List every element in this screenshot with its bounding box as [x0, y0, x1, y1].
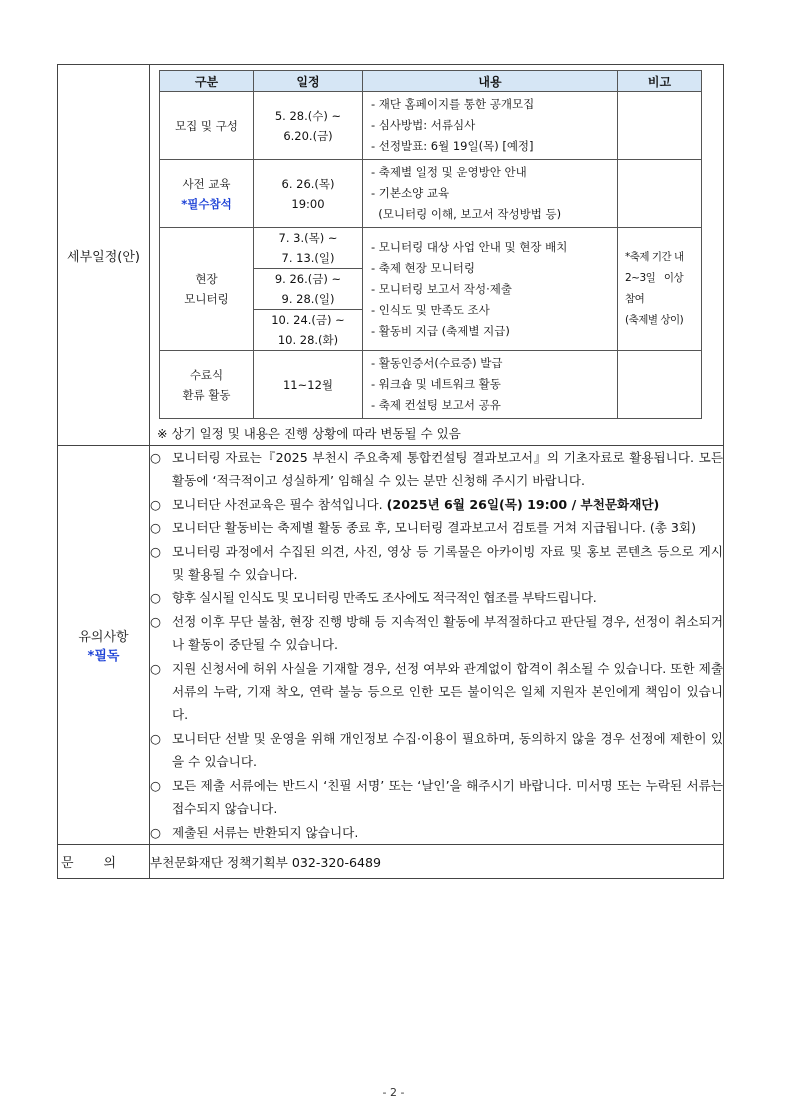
schedule-section [58, 65, 724, 446]
note-item: ○ 향후 실시될 인식도 및 모니터링 만족도 조사에도 적극적인 협조를 부탁드립니다. [150, 586, 723, 609]
row-category: 사전 교육 *필수참석 [160, 160, 254, 228]
schedule-cell [150, 65, 724, 446]
required-badge: *필수참석 [181, 196, 232, 211]
row-content: - 모니터링 대상 사업 안내 및 현장 배치 - 축제 현장 모니터링 - 모니터링 보고서 작성·제출 - 인식도 및 만족도 조사 - 활동비 지급 (축제별 지급) [363, 228, 618, 351]
note-item: ○ 모든 제출 서류에는 반드시 ‘친필 서명’ 또는 ‘날인’을 해주시기 바랍니다. 미서명 또는 누락된 서류는 접수되지 않습니다. [150, 774, 723, 821]
row-category: 수료식 환류 활동 [160, 351, 254, 419]
row-dates: 5. 28.(수) ~ 6.20.(금) [254, 92, 363, 160]
schedule-row-pre-education [160, 160, 702, 228]
circle-bullet-icon: ○ [150, 520, 161, 536]
note-item: ○ 모니터링 자료는『2025 부천시 주요축제 통합컨설팅 결과보고서』의 기초자료로 활용됩니다. 모든 활동에 ‘적극적이고 성실하게’ 임해실 수 있는 분만 신청해 주시기 바랍니다. [150, 446, 723, 493]
contact-section [58, 844, 724, 878]
row-dates: 6. 26.(목) 19:00 [254, 160, 363, 228]
contact-label: 문의 [58, 844, 150, 878]
note-item: ○ 지원 신청서에 허위 사실을 기재할 경우, 선정 여부와 관계없이 합격이 취소될 수 있습니다. 또한 제출 서류의 누락, 기재 착오, 연락 불능 등으로 인한 모든 불이익은 일체 지원자 본인에게 책임이 있습니다. [150, 657, 723, 727]
schedule-table [159, 70, 702, 419]
date-group: 7. 3.(목) ~ 7. 13.(일) [254, 228, 362, 269]
education-datetime: (2025년 6월 26일(목) 19:00 / 부천문화재단) [386, 496, 660, 512]
notes-cell [150, 446, 724, 845]
schedule-remark: ※ 상기 일정 및 내용은 진행 상황에 따라 변동될 수 있음 [157, 426, 461, 441]
header-dates: 일정 [254, 71, 363, 92]
row-content: - 재단 홈페이지를 통한 공개모집 - 심사방법: 서류심사 - 선정발표: 6월 19일(목) [예정] [363, 92, 618, 160]
circle-bullet-icon: ○ [150, 613, 161, 629]
row-remark: *축제 기간 내 2~3일 이상 참여 (축제별 상이) [618, 228, 702, 351]
schedule-label: 세부일정(안) [58, 65, 150, 446]
note-item: ○ 제출된 서류는 반환되지 않습니다. [150, 821, 723, 844]
schedule-row-recruit [160, 92, 702, 160]
schedule-header-row [160, 71, 702, 92]
contact-info: 부천문화재단 정책기획부 032-320-6489 [150, 844, 724, 878]
schedule-row-completion [160, 351, 702, 419]
row-dates: 11~12월 [254, 351, 363, 419]
header-content: 내용 [363, 71, 618, 92]
schedule-row-field-monitoring [160, 228, 702, 351]
row-remark [618, 160, 702, 228]
notes-section [58, 446, 724, 845]
note-item: ○ 선정 이후 무단 불참, 현장 진행 방해 등 지속적인 활동에 부적절하다고 판단될 경우, 선정이 취소되거나 활동이 중단될 수 있습니다. [150, 610, 723, 657]
date-group: 10. 24.(금) ~ 10. 28.(화) [271, 313, 345, 347]
note-item: ○ 모니터단 선발 및 운영을 위해 개인정보 수집·이용이 필요하며, 동의하지 않을 경우 선정에 제한이 있을 수 있습니다. [150, 727, 723, 774]
must-read-badge: *필독 [87, 648, 120, 664]
note-item: ○ 모니터링 과정에서 수집된 의견, 사진, 영상 등 기록물은 아카이빙 자료 및 홍보 콘텐츠 등으로 게시 및 활용될 수 있습니다. [150, 540, 723, 587]
application-info-table [57, 64, 724, 879]
row-dates [254, 228, 363, 351]
row-category: 모집 및 구성 [160, 92, 254, 160]
circle-bullet-icon: ○ [150, 543, 161, 559]
circle-bullet-icon: ○ [150, 590, 161, 606]
circle-bullet-icon: ○ [150, 450, 161, 465]
note-item: ○ 모니터단 사전교육은 필수 참석입니다. (2025년 6월 26일(목) 19:00 / 부천문화재단) [150, 493, 723, 516]
note-item: ○ 모니터단 활동비는 축제별 활동 종료 후, 모니터링 결과보고서 검토를 거쳐 지급됩니다. (총 3회) [150, 516, 723, 539]
header-remark: 비고 [618, 71, 702, 92]
circle-bullet-icon: ○ [150, 777, 161, 793]
row-content: - 활동인증서(수료증) 발급 - 워크숍 및 네트워크 활동 - 축제 컨설팅 보고서 공유 [363, 351, 618, 419]
row-remark [618, 92, 702, 160]
circle-bullet-icon: ○ [150, 660, 161, 676]
circle-bullet-icon: ○ [150, 824, 161, 840]
circle-bullet-icon: ○ [150, 496, 161, 512]
circle-bullet-icon: ○ [150, 730, 161, 746]
row-content: - 축제별 일정 및 운영방안 안내 - 기본소양 교육 (모니터링 이해, 보고서 작성방법 등) [363, 160, 618, 228]
row-remark [618, 351, 702, 419]
page-number: - 2 - [382, 1086, 405, 1099]
row-category: 현장 모니터링 [160, 228, 254, 351]
header-category: 구분 [160, 71, 254, 92]
date-group: 9. 26.(금) ~ 9. 28.(일) [254, 269, 362, 310]
notes-label: 유의사항 *필독 [58, 446, 150, 845]
